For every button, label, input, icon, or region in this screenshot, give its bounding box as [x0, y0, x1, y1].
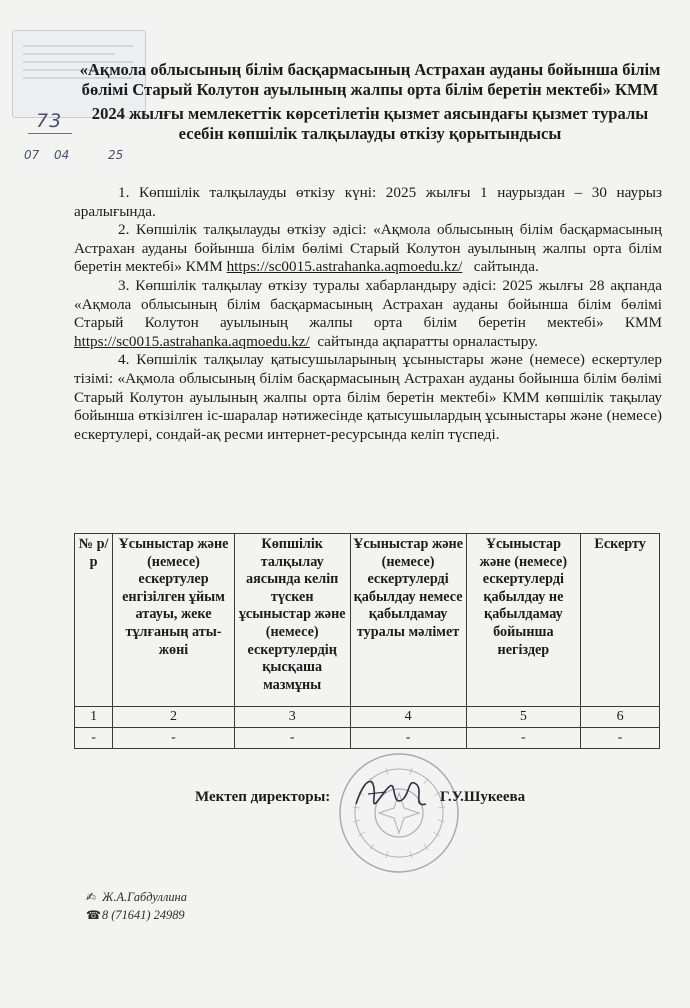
author-row [86, 888, 187, 906]
item-2-text: 2. Көпшілік талқылауды өткізу әдісі: «Ақмола облысының білім басқармасының Астрахан ауданы бойынша білім бөлімі Старый Колутон ауылының жалпы орта білім беретін мектебі» КММ [74, 221, 662, 276]
item-2-after: сайтында. [473, 258, 539, 276]
table-cell: - [350, 728, 466, 749]
registration-number-underline [28, 133, 72, 134]
item-4-text: 4. Көпшілік талқылау қатысушыларының ұсыныстары және (немесе) ескертулер тізімі: «Ақмола облысының білім басқармасының Астрахан ауданы бойынша білім бөлімі Старый Колутон ауылының жалпы орта білім беретін мектебі» КММ көпшілік тақылау бойынша өткізілген іс-шаралар нәтижесінде қатысушылардың ұсыныстары және (немесе) ескертулері, сондай-ақ ресми интернет-ресурсында келіп түспеді. [74, 351, 662, 443]
registration-day: 07 [24, 148, 40, 162]
table-cell: - [581, 728, 660, 749]
registration-number: 73 [36, 110, 63, 132]
item-3 [74, 277, 662, 351]
table-cell: 3 [234, 707, 350, 728]
title-main: «Ақмола облысының білім басқармасының Астрахан ауданы бойынша білім бөлімі Старый Колутон ауылының жалпы орта білім беретін мектебі» КММ [79, 60, 661, 99]
item-3-link[interactable]: https://sc0015.astrahanka.aqmoedu.kz/ [74, 332, 310, 350]
table-number-row [75, 707, 660, 728]
title-subtitle: 2024 жылғы мемлекеттік көрсетілетін қызмет аясындағы қызмет туралы есебін көпшілік талқылауды өткізу қорытындысы [91, 104, 649, 143]
item-3-after: сайтында ақпаратты орналастыру. [317, 332, 538, 350]
table-header-row [75, 534, 660, 707]
phone-number: 8 (71641) 24989 [102, 908, 185, 922]
phone-icon: ☎ [86, 908, 101, 922]
table-cell: 6 [581, 707, 660, 728]
item-1-text: 1. Көпшілік талқылауды өткізу күні: 2025 жылғы 1 наурыздан – 30 наурыз аралығында. [74, 184, 662, 220]
table-cell: 4 [350, 707, 466, 728]
results-table [74, 533, 660, 749]
document-footer [86, 888, 187, 924]
table-cell: - [234, 728, 350, 749]
table-header-cell: Ұсыныстар және (немесе) ескертулер енгізілген ұйым атауы, жеке тұлғаның аты-жөні [113, 534, 235, 707]
author-name: Ж.А.Габдуллина [102, 890, 187, 904]
table-cell: 2 [113, 707, 235, 728]
table-cell: - [113, 728, 235, 749]
item-3-text: 3. Көпшілік талқылау өткізу туралы хабарландыру әдісі: 2025 жылғы 28 ақпанда «Ақмола облысының білім басқармасының Астрахан ауданы бойынша білім бөлімі Старый Колутон ауылының жалпы орта білім беретін мектебі» КММ [74, 276, 662, 332]
item-1 [74, 184, 662, 221]
table-cell: 5 [466, 707, 581, 728]
signature-block [195, 789, 615, 806]
document-body [74, 184, 662, 444]
table-header-cell: Ескерту [581, 534, 660, 707]
table-cell: - [75, 728, 113, 749]
registration-date [24, 148, 149, 162]
registration-year: 25 [108, 148, 124, 162]
table-header-cell: № р/р [75, 534, 113, 707]
item-2 [74, 221, 662, 277]
item-4 [74, 351, 662, 444]
registration-month: 04 [54, 148, 70, 162]
pencil-icon: ✍ [86, 890, 97, 904]
table-header-cell: Ұсыныстар және (немесе) ескертулерді қабылдау немесе қабылдамау туралы мәлімет [350, 534, 466, 707]
item-2-link[interactable]: https://sc0015.astrahanka.aqmoedu.kz/ [226, 258, 463, 276]
phone-row [86, 906, 187, 924]
table-header-cell: Көпшілік талқылау аясында келіп түскен ұсыныстар және (немесе) ескертулердің қысқаша мазмұны [234, 534, 350, 707]
document-title [70, 60, 670, 144]
table-cell: 1 [75, 707, 113, 728]
table-header-cell: Ұсыныстар және (немесе) ескертулерді қабылдау не қабылдамау бойынша негіздер [466, 534, 581, 707]
table-row [75, 728, 660, 749]
table-cell: - [466, 728, 581, 749]
signature-name: Г.У.Шукеева [440, 789, 526, 805]
signature-role: Мектеп директоры: [195, 789, 331, 805]
